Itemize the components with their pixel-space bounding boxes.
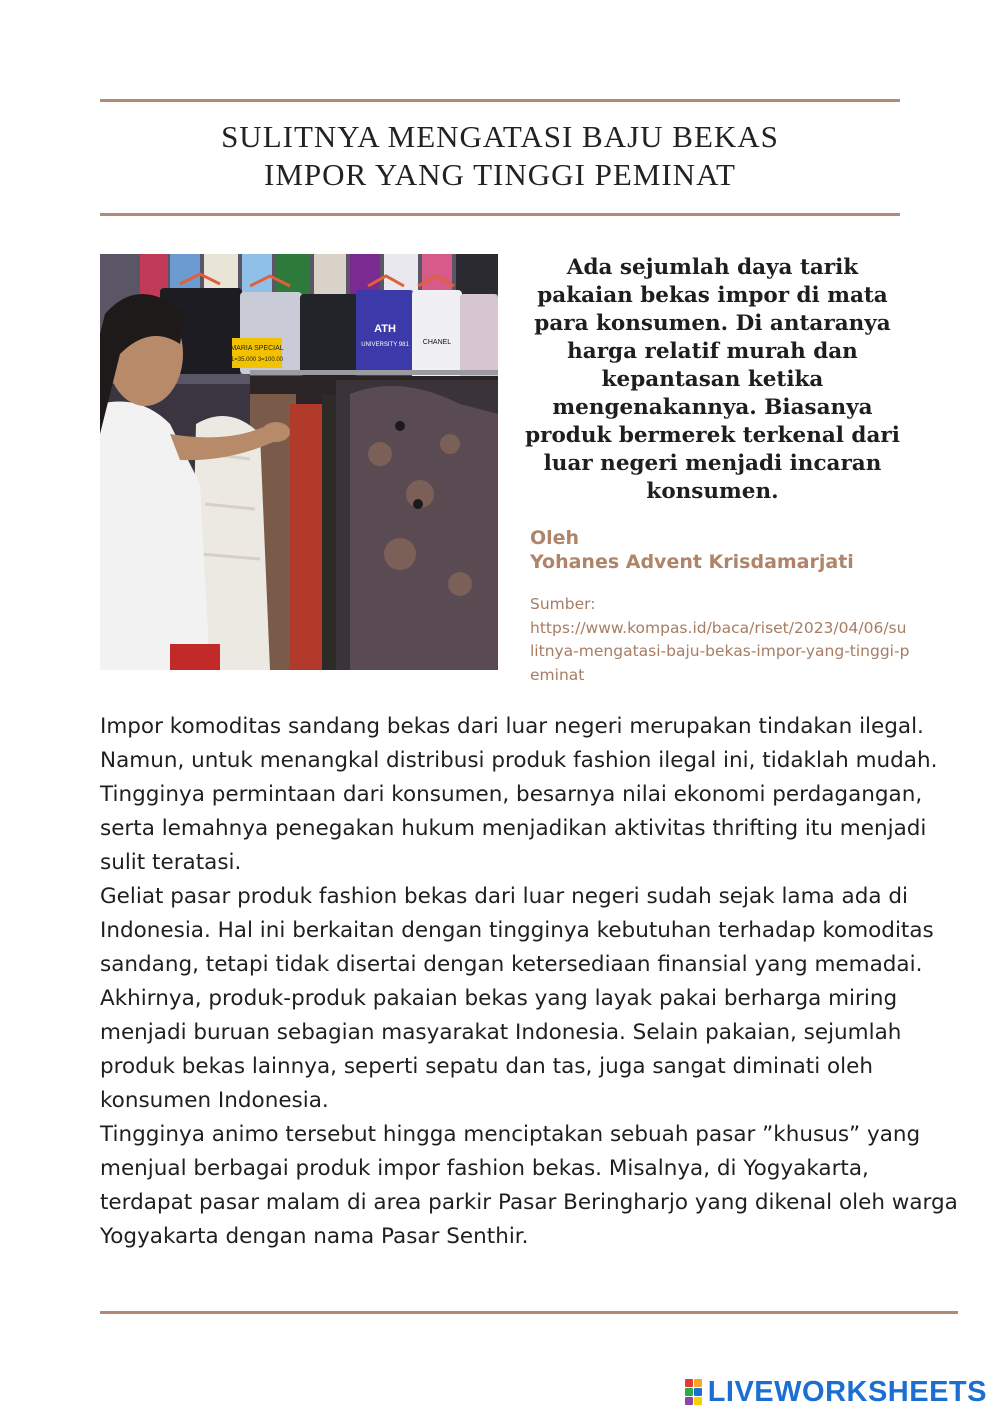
title-line-1: SULITNYA MENGATASI BAJU BEKAS [221,119,779,154]
source-label: Sumber: [530,595,596,613]
byline-prefix: Oleh [530,527,580,549]
lead-paragraph: Ada sejumlah daya tarik pakaian bekas impor di mata para konsumen. Di antaranya harga relatif murah dan kepantasan ketika mengenakannya. Biasanya produk bermerek terkenal dari luar negeri menjadi incaran konsumen. [525,255,900,504]
photo-sign-price: 1=35.000 3=100.00 [230,357,284,363]
article-body [100,710,960,1254]
photo-shirt-ath: ATH [374,323,396,335]
top-divider [100,99,900,102]
photo-sign-title: MARIA SPECIAL [230,345,284,352]
body-paragraph-2: Geliat pasar produk fashion bekas dari luar negeri sudah sejak lama ada di Indonesia. Hal ini berkaitan dengan tingginya kebutuhan terhadap komoditas sandang, tetapi tidak disertai dengan ketersediaan finansial yang memadai. Akhirnya, produk-produk pakaian bekas yang layak pakai berharga miring menjadi buruan sebagian masyarakat Indonesia. Selain pakaian, sejumlah produk bekas lainnya, seperti sepatu dan tas, juga sangat diminati oleh konsumen Indonesia. [100,884,934,1113]
byline [530,526,854,574]
author-name: Yohanes Advent Krisdamarjati [530,551,854,573]
article-photo [100,254,498,670]
photo-shirt-university: UNIVERSITY 981 [361,342,409,348]
brand-name: LIVEWORKSHEETS [707,1375,987,1408]
bottom-divider [100,1311,958,1314]
liveworksheets-mark-icon [685,1379,702,1405]
article-title [100,118,900,194]
photo-shirt-brand: CHANEL [422,339,452,346]
title-line-2: IMPOR YANG TINGGI PEMINAT [264,157,736,192]
source-link[interactable]: https://www.kompas.id/baca/riset/2023/04/06/sulitnya-mengatasi-baju-bekas-impor-yang-tinggi-peminat [530,618,910,684]
source-block [530,593,910,687]
body-paragraph-1: Impor komoditas sandang bekas dari luar negeri merupakan tindakan ilegal. Namun, untuk menangkal distribusi produk fashion ilegal ini, tidaklah mudah. Tingginya permintaan dari konsumen, besarnya nilai ekonomi perdagangan, serta lemahnya penegakan hukum menjadikan aktivitas thrifting itu menjadi sulit teratasi. [100,714,938,875]
liveworksheets-logo[interactable] [685,1374,987,1410]
body-paragraph-3: Tingginya animo tersebut hingga menciptakan sebuah pasar ”khusus” yang menjual berbagai produk impor fashion bekas. Misalnya, di Yogyakarta, terdapat pasar malam di area parkir Pasar Beringharjo yang dikenal oleh warga Yogyakarta dengan nama Pasar Senthir. [100,1122,958,1249]
title-divider [100,213,900,216]
